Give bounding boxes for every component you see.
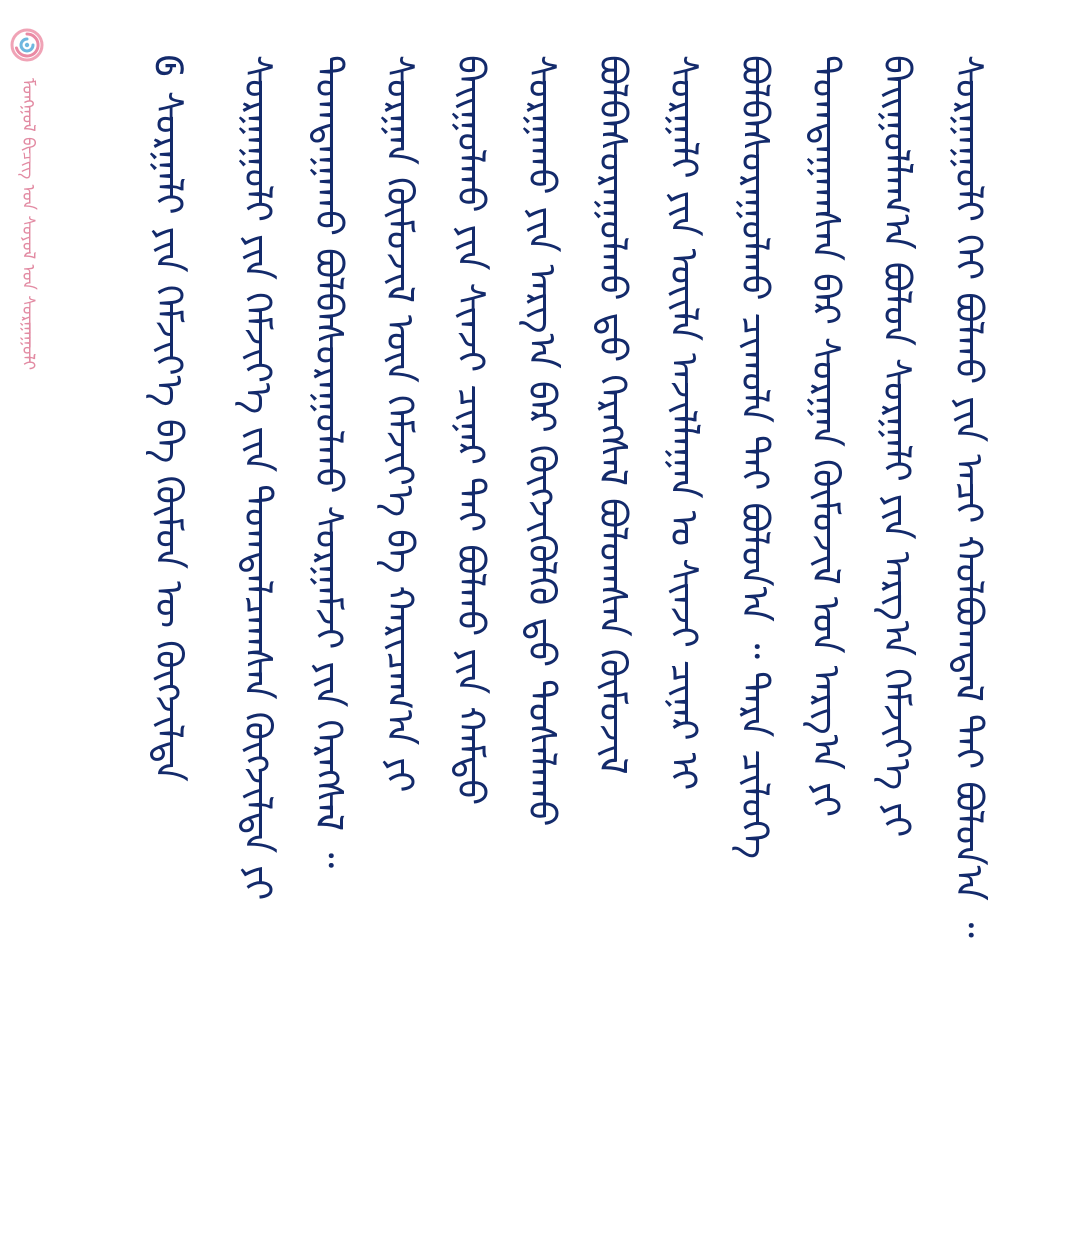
brand-name: ᠮᠣᠩᠭᠣᠯ ᠪᠢᠴᠢᠭ ᠤᠨ ᠰᠣᠶᠣᠯ ᠤᠨ ᠰᠤᠷᠭᠠᠭᠤᠯᠢ xyxy=(18,78,38,370)
text-column-4: ᠪᠣᠯᠪᠠᠰᠤᠷᠠᠭᠤᠯᠬᠤ ᠴᠢᠬᠤᠯᠠ ᠲᠠᠢ ᠪᠣᠯᠣᠨ᠎ᠠ ᠃ ᠲᠡᠷᠡ ᠴᠢᠯᠦᠭᠡ xyxy=(733,55,777,859)
text-column-11: ᠰᠤᠷᠭᠠᠭᠤᠯᠢ ᠶᠢᠨ ᠬᠡᠮᠵᠢᠶ᠎ᠡ ᠵᠢᠨ ᠲᠣᠭᠲᠠᠯᠴᠠᠭᠰᠠᠨ ᠬᠥᠭᠵᠢᠯᠲᠡ ᠶᠢ xyxy=(236,55,280,901)
text-column-9: ᠰᠤᠷᠭᠠᠨ ᠬᠥᠮᠦᠵᠢᠯ ᠦᠨ ᠬᠡᠮᠵᠢᠶ᠎ᠡ ᠪᠠ ᠬᠠᠷᠢᠴᠠᠭ᠎ᠠ ᠶᠢ xyxy=(378,55,422,793)
text-column-12: ᠖ ᠰᠤᠷᠭᠠᠯᠢ ᠶᠢᠨ ᠬᠡᠮᠵᠢᠶ᠎ᠡ ᠪᠠ ᠬᠦᠮᠦᠨ ᠦ ᠬᠥᠭᠵᠢᠯᠲᠡ xyxy=(147,55,191,782)
text-column-8: ᠪᠠᠢᠭᠤᠯᠬᠤ ᠶᠢᠨ ᠰᠢᠨᠵᠢ ᠴᠢᠨᠠᠷ ᠲᠠᠢ ᠪᠣᠯᠬᠤ ᠶᠢᠨ ᠬᠠᠮᠲᠤ xyxy=(449,55,493,806)
text-column-2: ᠪᠠᠢᠭᠤᠯᠯᠠᠭ᠎ᠠ ᠪᠣᠯᠣᠨ ᠰᠤᠷᠭᠠᠯᠢ ᠶᠢᠨ ᠠᠷᠭ᠎ᠠ ᠬᠡᠮᠵᠢᠶ᠎ᠡ ᠶᠢ xyxy=(875,55,919,838)
text-column-3: ᠲᠣᠭᠲᠠᠭᠠᠭᠰᠠᠨ ᠪᠠᠷ ᠰᠤᠷᠭᠠᠨ ᠬᠦᠮᠦᠵᠢᠯ ᠤᠨ ᠠᠷᠭ᠎ᠠ ᠶᠢ xyxy=(804,55,848,818)
text-column-10: ᠲᠣᠭᠲᠠᠭᠠᠬᠤ ᠪᠣᠯᠪᠠᠰᠤᠷᠠᠭᠤᠯᠬᠤ ᠰᠤᠷᠭᠠᠮᠵᠢ ᠶᠢᠨ ᠬᠡᠷᠡᠭᠰᠡᠯ ᠃ xyxy=(307,55,351,869)
text-column-6: ᠪᠣᠯᠪᠠᠰᠤᠷᠠᠭᠤᠯᠬᠤ ᠳ᠋ᠤ ᠬᠡᠷᠡᠭᠰᠡᠯ ᠪᠣᠯᠣᠭᠰᠠᠨ ᠬᠦᠮᠦᠵᠢᠯ xyxy=(591,55,635,775)
text-column-1: ᠰᠤᠷᠭᠠᠭᠤᠯᠢ ᠬᠡᠢ ᠪᠣᠯᠬᠤ ᠶᠢᠨ ᠠᠴᠢ ᠬᠣᠯᠪᠣᠭᠳᠠᠯ ᠲᠠᠢ ᠪᠣᠯᠣᠨ᠎ᠠ ᠃ xyxy=(947,55,991,938)
text-column-7: ᠰᠤᠷᠭᠠᠬᠤ ᠶᠢᠨ ᠠᠷᠭ᠎ᠠ ᠪᠠᠷ ᠬᠥᠭᠵᠢᠭᠦᠯᠬᠦ ᠳ᠋ᠤ ᠲᠤᠰᠠᠯᠠᠬᠤ xyxy=(520,55,564,827)
text-column-5: ᠰᠤᠷᠭᠠᠯᠢ ᠶᠢᠨ ᠦᠢᠯᠡ ᠠᠵᠢᠯᠯᠠᠭᠠᠨ ᠤ ᠰᠢᠨᠵᠢ ᠴᠢᠨᠠᠷ ᠢ xyxy=(662,55,706,791)
